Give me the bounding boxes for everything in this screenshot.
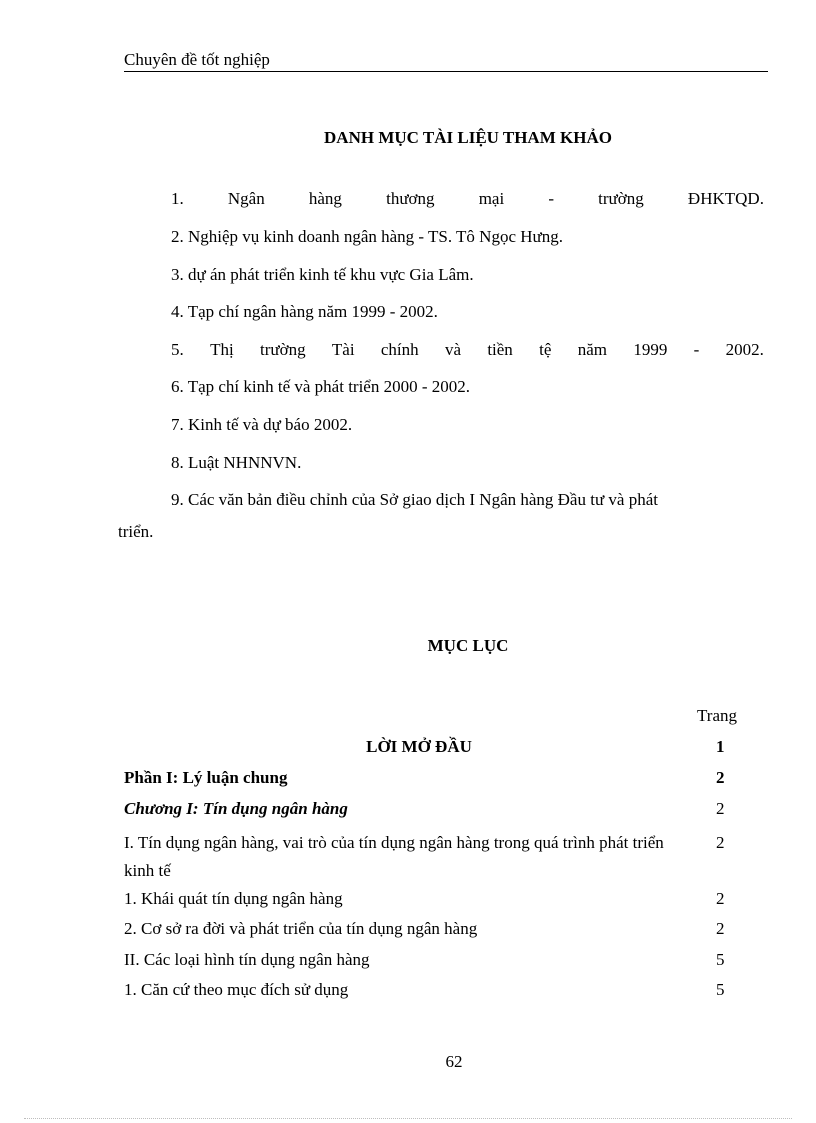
page-edge-divider (24, 1118, 792, 1119)
toc-row-label: I. Tín dụng ngân hàng, vai trò của tín dụng ngân hàng trong quá trình phát triển kinh tế (124, 833, 664, 880)
toc-row (124, 799, 734, 819)
toc-row-page: 2 (716, 833, 725, 852)
toc-row (124, 980, 734, 1000)
reference-item-9-line2: triển. (118, 522, 154, 541)
ref5-word: chính (380, 340, 419, 359)
ref5-word: năm (577, 340, 607, 359)
ref1-word: ĐHKTQD. (687, 189, 764, 208)
reference-item-6: 6. Tạp chí kinh tế và phát triển 2000 - 2002. (171, 377, 471, 396)
reference-item-3: 3. dự án phát triển kinh tế khu vực Gia Lâm. (171, 265, 474, 284)
reference-item-2: 2. Nghiệp vụ kinh doanh ngân hàng - TS. Tô Ngọc Hưng. (171, 227, 563, 246)
toc-row-page: 2 (716, 919, 725, 938)
ref5-word: Thị (210, 340, 234, 359)
toc-page-header: Trang (697, 706, 737, 725)
reference-item-1 (171, 189, 764, 209)
ref1-word: - (548, 189, 555, 208)
ref1-word: thương (386, 189, 435, 208)
toc-row-page: 2 (716, 799, 725, 818)
ref1-word: 1. (171, 189, 184, 208)
ref5-word: Tài (331, 340, 355, 359)
ref1-word: hàng (308, 189, 342, 208)
toc-row-label: 1. Căn cứ theo mục đích sử dụng (124, 980, 349, 999)
reference-item-5 (171, 340, 764, 360)
toc-row-label: LỜI MỞ ĐẦU (366, 737, 472, 756)
reference-item-7: 7. Kinh tế và dự báo 2002. (171, 415, 353, 434)
ref5-word: tiền (487, 340, 513, 359)
toc-row-label: Chương I: Tín dụng ngân hàng (124, 799, 348, 818)
toc-row-label: II. Các loại hình tín dụng ngân hàng (124, 950, 370, 969)
page-number: 62 (445, 1052, 463, 1071)
toc-row (124, 950, 734, 970)
toc-title: MỤC LỤC (427, 636, 509, 655)
toc-row-label: Phần I: Lý luận chung (124, 768, 288, 787)
toc-row (124, 829, 734, 885)
toc-row (124, 889, 734, 909)
toc-row (124, 768, 734, 788)
ref5-word: - (693, 340, 700, 359)
ref5-word: trường (259, 340, 306, 359)
toc-row-label: 1. Khái quát tín dụng ngân hàng (124, 889, 343, 908)
reference-item-9-line1: 9. Các văn bản điều chỉnh của Sở giao dịch I Ngân hàng Đầu tư và phát (171, 490, 658, 509)
ref5-word: tệ (539, 340, 552, 359)
ref5-word: và (444, 340, 461, 359)
toc-row-page: 5 (716, 980, 725, 999)
ref5-word: 2002. (725, 340, 764, 359)
toc-row-label: 2. Cơ sở ra đời và phát triển của tín dụng ngân hàng (124, 919, 478, 938)
reference-item-8: 8. Luật NHNNVN. (171, 453, 302, 472)
ref1-word: mại (478, 189, 505, 208)
references-title: DANH MỤC TÀI LIỆU THAM KHẢO (324, 128, 612, 147)
toc-row-page: 1 (716, 737, 725, 756)
toc-row-page: 5 (716, 950, 725, 969)
toc-row (124, 919, 734, 939)
ref1-word: trường (598, 189, 644, 208)
toc-row (124, 737, 734, 757)
ref5-word: 1999 (633, 340, 668, 359)
ref5-word: 5. (171, 340, 184, 359)
toc-row-page: 2 (716, 768, 725, 787)
ref1-word: Ngân (227, 189, 265, 208)
reference-item-9 (118, 490, 658, 542)
toc-row-page: 2 (716, 889, 725, 908)
reference-item-4: 4. Tạp chí ngân hàng năm 1999 - 2002. (171, 302, 438, 321)
page-header: Chuyên đề tốt nghiệp (124, 50, 768, 72)
